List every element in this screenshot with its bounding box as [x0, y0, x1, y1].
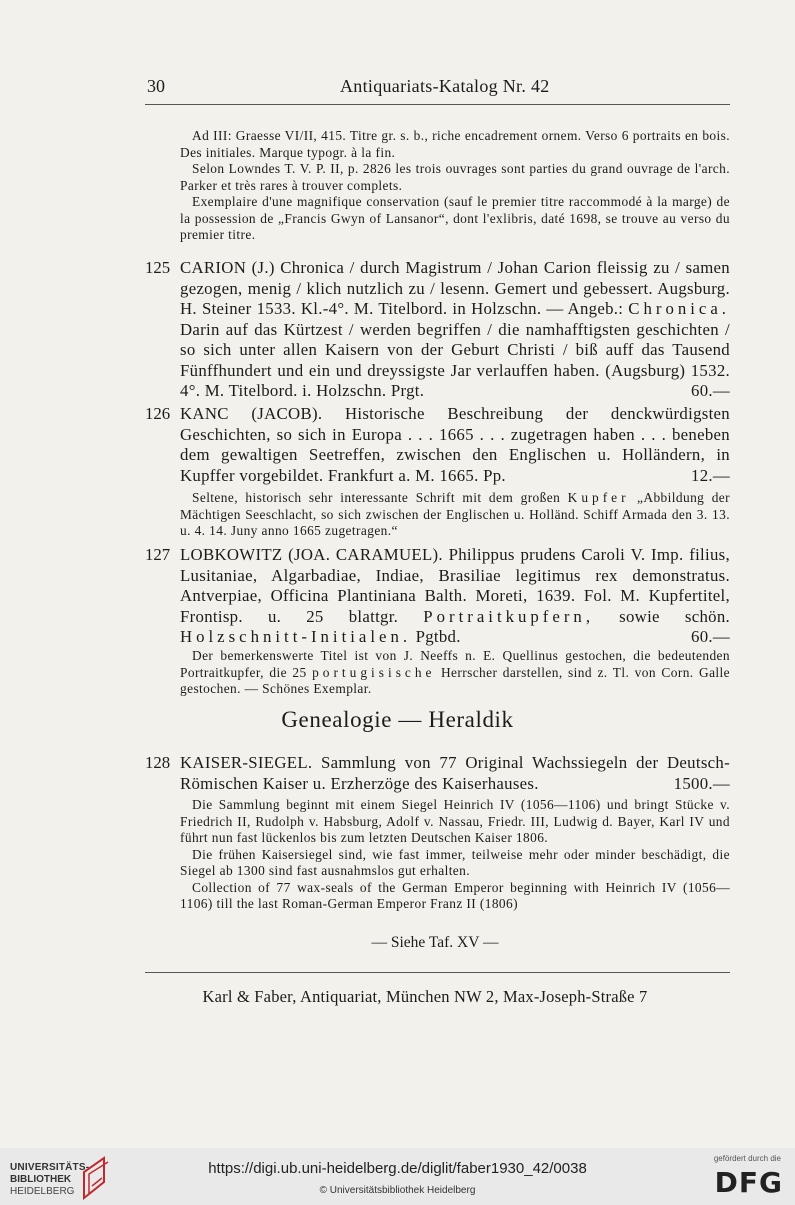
entry-price: 60.— [691, 627, 730, 646]
entry-text: LOBKOWITZ (JOA. CARAMUEL). Philippus prudens Caroli V. Imp. filius, Lusitaniae, Algarbadiae, Indiae, Brasiliae legitimus rex demonstratus. Antverpiae, Officina Plantiniana Balth. Moreti, 1639. Fol. M. Kupfertitel, Frontisp. u. 25 blattgr. [180, 545, 730, 626]
entry-127-note [180, 648, 730, 698]
intro-paragraph-2: Selon Lowndes T. V. P. II, p. 2826 les trois ouvrages sont parties du grand ouvrage de l'arch. Parker et très rares à trouver complets. [180, 161, 730, 193]
entry-128-notes [180, 797, 730, 913]
entry-price: 60.— [691, 381, 730, 400]
header-title: Antiquariats-Katalog Nr. 42 [340, 76, 550, 96]
entry-spaced-text-2: Holzschnitt-Initialen. [180, 627, 412, 646]
intro-paragraph-1: Ad III: Graesse VI/II, 415. Titre gr. s. b., riche encadrement ornem. Verso 6 portraits en bois. Des initiales. Marque typogr. à la fin. [180, 128, 730, 160]
entry-spaced-text: Portraitkupfern, [423, 606, 595, 626]
logo-text-line-1: UNIVERSITÄTS- [10, 1162, 90, 1173]
note-text-continued: „Abbildung der Mächtigen Seeschlacht, so sich zwischen der Englischen u. Holländ. Schiff Armada den 3. 13. u. 4. 14. Juny anno 1665 zugetragen.“ [180, 490, 731, 538]
entry-text: KAISER-SIEGEL. Sammlung von 77 Original Wachssiegeln der Deutsch-Römischen Kaiser u. Erzherzöge des Kaiserhauses. [180, 753, 730, 793]
entry-number: 128 [145, 753, 171, 772]
entry-126 [180, 404, 730, 486]
funding-notice: gefördert durch die [713, 1154, 781, 1163]
entry-spaced-text: Chronica. [628, 299, 730, 318]
entry-text-continued: sowie schön. [619, 606, 731, 626]
note-paragraph-1: Die Sammlung beginnt mit einem Siegel Heinrich IV (1056—1106) und bringt Stücke v. Friedrich II, Rudolph v. Habsburg, Adolf v. Nassau, Friedr. III, Ludwig d. Bayer, Karl IV und führt nun fast lückenlos bis zum letzten Deutschen Kaiser 1806. [180, 797, 730, 845]
note-paragraph-2: Die frühen Kaisersiegel sind, wie fast immer, teilweise mehr oder minder beschädigt, die Siegel ab 1300 sind fast ausnahmslos gut erhalten. [180, 846, 730, 878]
entry-number: 125 [145, 258, 171, 277]
page-footer: Karl & Faber, Antiquariat, München NW 2, Max-Joseph-Straße 7 [202, 987, 648, 1006]
entry-number: 127 [145, 545, 171, 564]
entry-number: 126 [145, 404, 171, 423]
entry-price: 1500.— [673, 773, 730, 793]
note-text: Der bemerkenswerte Titel ist von J. Neeffs n. E. Quellinus gestochen, die bedeutenden Portraitkupfer, die 25 [180, 648, 730, 680]
logo-text-line-3: HEIDELBERG [10, 1186, 75, 1197]
entry-128 [180, 753, 730, 794]
running-header [145, 76, 730, 105]
logo-text-line-2: BIBLIOTHEK [10, 1174, 72, 1185]
note-text: Seltene, historisch sehr interessante Schrift mit dem großen [192, 490, 561, 505]
entry-126-note [180, 490, 730, 540]
note-paragraph-3: Collection of 77 wax-seals of the German Emperor beginning with Heinrich IV (1056—1106) till the last Roman-German Emperor Franz II (1806) [180, 879, 730, 911]
page-number: 30 [147, 76, 165, 96]
dfg-logo[interactable]: DFG [714, 1166, 783, 1199]
note-spaced-text: Kupfer [567, 490, 630, 505]
copyright-notice: © Universitätsbibliothek Heidelberg [319, 1185, 476, 1196]
intro-block [180, 128, 730, 244]
intro-paragraph-3: Exemplaire d'une magnifique conservation (sauf le premier titre raccommodé à la marge) de la possession de „Francis Gwyn of Lansanor“, dont l'exlibris, daté 1698, se trouve au verso du premier titre. [180, 194, 730, 242]
viewer-info-bar [0, 1148, 795, 1205]
entry-125 [180, 258, 730, 402]
note-spaced-text: portugisische [312, 664, 436, 680]
entry-text: KANC (JACOB). Historische Beschreibung der denckwürdigsten Geschichten, so sich in Europa . . . 1665 . . . zugetragen haben . . . beneben dem gewaltigen Seetreffen, zwischen den Englischen u. Holländern, in Kupffer vorgebildet. Frankfurt a. M. 1665. Pp. [180, 404, 730, 485]
entry-127 [180, 545, 730, 648]
entry-price: 12.— [691, 465, 730, 485]
footer-rule [145, 972, 730, 973]
entry-text-continued: Darin auf das Kürtzest / werden begriffen / die namhafftigsten geschichten / so sich unter allen Kaisern von der Geburt Christi / biß auff das Tausend Fünffhundert und ein und dreyssigste Jar verlauffen haben. (Augsburg) 1532. 4°. M. Titelbord. i. Holzschn. Prgt. [180, 319, 730, 400]
permalink-url[interactable]: https://digi.ub.uni-heidelberg.de/diglit/faber1930_42/0038 [208, 1160, 587, 1177]
plate-reference: — Siehe Taf. XV — [371, 934, 499, 951]
entry-text: CARION (J.) Chronica / durch Magistrum / Johan Carion fleissig zu / samen gezogen, menig / klich nutzlich zu / lesenn. Gemert und gebessert. Augsburg. H. Steiner 1533. Kl.-4°. M. Titelbord. in Holzschn. — Angeb.: [180, 258, 730, 318]
note-text-continued: Herrscher darstellen, sind z. Tl. von Corn. Galle gestochen. — Schönes Exemplar. [180, 664, 731, 696]
section-heading: Genealogie — Heraldik [281, 707, 514, 732]
entry-text-end: Pgtbd. [415, 627, 461, 646]
